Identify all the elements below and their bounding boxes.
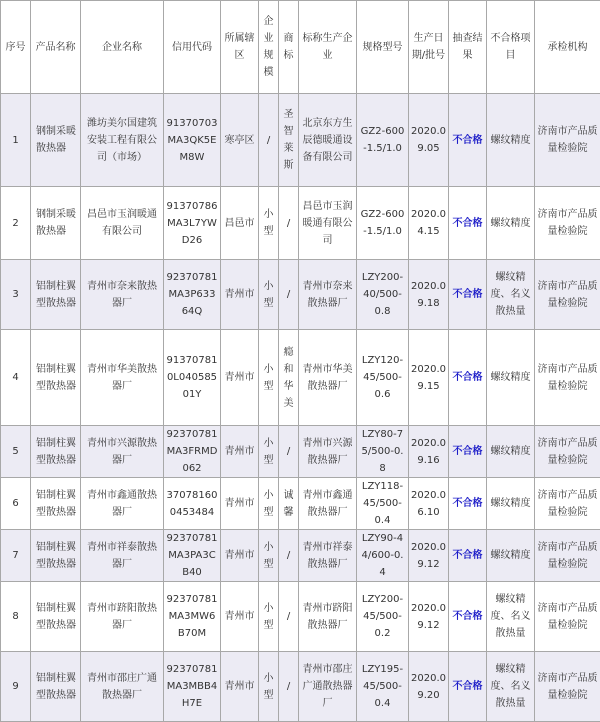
cell-district: 寒亭区 xyxy=(221,94,259,187)
cell-result: 不合格 xyxy=(449,187,487,260)
header-date: 生产日期/批号 xyxy=(409,1,449,94)
cell-agency: 济南市产品质量检验院 xyxy=(535,582,600,652)
cell-brand: 瘾和华美 xyxy=(279,330,299,426)
cell-no: 9 xyxy=(1,652,31,722)
cell-product: 钢制采暖散热器 xyxy=(31,187,81,260)
header-credit-code: 信用代码 xyxy=(164,1,221,94)
cell-agency: 济南市产品质量检验院 xyxy=(535,187,600,260)
cell-district: 青州市 xyxy=(221,478,259,530)
cell-company: 青州市邵庄广通散热器厂 xyxy=(81,652,164,722)
cell-brand: / xyxy=(279,582,299,652)
cell-district: 青州市 xyxy=(221,330,259,426)
cell-date: 2020.09.15 xyxy=(409,330,449,426)
cell-product: 钢制采暖散热器 xyxy=(31,94,81,187)
cell-model: LZY90-44/600-0.4 xyxy=(357,530,409,582)
cell-no: 4 xyxy=(1,330,31,426)
cell-maker: 青州市鑫通散热器厂 xyxy=(299,478,357,530)
table-row xyxy=(1,187,600,260)
cell-date: 2020.09.20 xyxy=(409,652,449,722)
cell-district: 青州市 xyxy=(221,426,259,478)
cell-date: 2020.09.18 xyxy=(409,260,449,330)
cell-model: LZY80-75/500-0.8 xyxy=(357,426,409,478)
cell-maker: 北京东方生辰德暖通设备有限公司 xyxy=(299,94,357,187)
cell-credit-code: 92370781MA3FRMD062 xyxy=(164,426,221,478)
cell-district: 昌邑市 xyxy=(221,187,259,260)
cell-maker: 青州市奈来散热器厂 xyxy=(299,260,357,330)
cell-no: 7 xyxy=(1,530,31,582)
cell-maker: 昌邑市玉润暖通有限公司 xyxy=(299,187,357,260)
cell-maker: 青州市祥泰散热器厂 xyxy=(299,530,357,582)
cell-model: LZY120-45/500-0.6 xyxy=(357,330,409,426)
cell-district: 青州市 xyxy=(221,530,259,582)
cell-result: 不合格 xyxy=(449,426,487,478)
table-row xyxy=(1,478,600,530)
cell-product: 铝制柱翼型散热器 xyxy=(31,426,81,478)
table-row xyxy=(1,260,600,330)
cell-credit-code: 92370781MA3P63364Q xyxy=(164,260,221,330)
cell-date: 2020.09.12 xyxy=(409,530,449,582)
cell-scale: 小型 xyxy=(259,530,279,582)
cell-district: 青州市 xyxy=(221,652,259,722)
cell-failed-item: 螺纹精度 xyxy=(487,187,535,260)
cell-model: LZY200-45/500-0.2 xyxy=(357,582,409,652)
cell-agency: 济南市产品质量检验院 xyxy=(535,478,600,530)
cell-date: 2020.06.10 xyxy=(409,478,449,530)
cell-failed-item: 螺纹精度 xyxy=(487,330,535,426)
cell-date: 2020.09.05 xyxy=(409,94,449,187)
cell-no: 2 xyxy=(1,187,31,260)
cell-company: 青州市祥泰散热器厂 xyxy=(81,530,164,582)
cell-company: 青州市跻阳散热器厂 xyxy=(81,582,164,652)
cell-product: 铝制柱翼型散热器 xyxy=(31,478,81,530)
cell-brand: / xyxy=(279,530,299,582)
cell-model: GZ2-600-1.5/1.0 xyxy=(357,94,409,187)
cell-model: LZY195-45/500-0.4 xyxy=(357,652,409,722)
cell-company: 青州市奈来散热器厂 xyxy=(81,260,164,330)
cell-failed-item: 螺纹精度 xyxy=(487,478,535,530)
cell-no: 6 xyxy=(1,478,31,530)
cell-district: 青州市 xyxy=(221,260,259,330)
cell-credit-code: 370781600453484 xyxy=(164,478,221,530)
cell-product: 铝制柱翼型散热器 xyxy=(31,530,81,582)
cell-agency: 济南市产品质量检验院 xyxy=(535,530,600,582)
cell-scale: 小型 xyxy=(259,187,279,260)
header-maker: 标称生产企业 xyxy=(299,1,357,94)
cell-maker: 青州市兴源散热器厂 xyxy=(299,426,357,478)
cell-product: 铝制柱翼型散热器 xyxy=(31,582,81,652)
cell-credit-code: 92370781MA3MW6B70M xyxy=(164,582,221,652)
cell-model: LZY118-45/500-0.4 xyxy=(357,478,409,530)
table-row xyxy=(1,426,600,478)
table-row xyxy=(1,652,600,722)
cell-date: 2020.09.16 xyxy=(409,426,449,478)
cell-scale: 小型 xyxy=(259,260,279,330)
header-product: 产品名称 xyxy=(31,1,81,94)
cell-company: 青州市鑫通散热器厂 xyxy=(81,478,164,530)
cell-scale: / xyxy=(259,94,279,187)
cell-scale: 小型 xyxy=(259,426,279,478)
table-row xyxy=(1,94,600,187)
header-company: 企业名称 xyxy=(81,1,164,94)
cell-result: 不合格 xyxy=(449,330,487,426)
cell-failed-item: 螺纹精度、名义散热量 xyxy=(487,582,535,652)
cell-model: LZY200-40/500-0.8 xyxy=(357,260,409,330)
cell-no: 8 xyxy=(1,582,31,652)
cell-product: 铝制柱翼型散热器 xyxy=(31,260,81,330)
cell-brand: 圣智莱斯 xyxy=(279,94,299,187)
cell-failed-item: 螺纹精度 xyxy=(487,426,535,478)
cell-brand: 诚馨 xyxy=(279,478,299,530)
cell-brand: / xyxy=(279,426,299,478)
cell-maker: 青州市跻阳散热器厂 xyxy=(299,582,357,652)
cell-company: 青州市兴源散热器厂 xyxy=(81,426,164,478)
cell-product: 铝制柱翼型散热器 xyxy=(31,652,81,722)
cell-product: 铝制柱翼型散热器 xyxy=(31,330,81,426)
cell-failed-item: 螺纹精度 xyxy=(487,94,535,187)
cell-date: 2020.09.12 xyxy=(409,582,449,652)
cell-result: 不合格 xyxy=(449,260,487,330)
cell-result: 不合格 xyxy=(449,478,487,530)
cell-failed-item: 螺纹精度 xyxy=(487,530,535,582)
cell-credit-code: 91370786MA3L7YWD26 xyxy=(164,187,221,260)
cell-agency: 济南市产品质量检验院 xyxy=(535,94,600,187)
header-row xyxy=(1,1,600,94)
cell-brand: / xyxy=(279,260,299,330)
cell-scale: 小型 xyxy=(259,478,279,530)
cell-credit-code: 92370781MA3MBB4H7E xyxy=(164,652,221,722)
cell-maker: 青州市邵庄广通散热器厂 xyxy=(299,652,357,722)
table-row xyxy=(1,330,600,426)
cell-agency: 济南市产品质量检验院 xyxy=(535,426,600,478)
cell-scale: 小型 xyxy=(259,652,279,722)
cell-scale: 小型 xyxy=(259,330,279,426)
cell-district: 青州市 xyxy=(221,582,259,652)
header-model: 规格型号 xyxy=(357,1,409,94)
header-no: 序号 xyxy=(1,1,31,94)
header-agency: 承检机构 xyxy=(535,1,600,94)
cell-result: 不合格 xyxy=(449,530,487,582)
cell-result: 不合格 xyxy=(449,582,487,652)
header-failed-item: 不合格项目 xyxy=(487,1,535,94)
cell-failed-item: 螺纹精度、名义散热量 xyxy=(487,652,535,722)
cell-no: 3 xyxy=(1,260,31,330)
header-result: 抽查结果 xyxy=(449,1,487,94)
header-district: 所属辖区 xyxy=(221,1,259,94)
header-brand: 商标 xyxy=(279,1,299,94)
cell-company: 潍坊美尔国建筑安装工程有限公司（市场） xyxy=(81,94,164,187)
cell-scale: 小型 xyxy=(259,582,279,652)
table-row xyxy=(1,582,600,652)
cell-result: 不合格 xyxy=(449,94,487,187)
cell-model: GZ2-600-1.5/1.0 xyxy=(357,187,409,260)
cell-brand: / xyxy=(279,652,299,722)
cell-agency: 济南市产品质量检验院 xyxy=(535,652,600,722)
cell-credit-code: 92370781MA3PA3CB40 xyxy=(164,530,221,582)
cell-agency: 济南市产品质量检验院 xyxy=(535,330,600,426)
cell-credit-code: 91370703MA3QK5EM8W xyxy=(164,94,221,187)
header-scale: 企业规模 xyxy=(259,1,279,94)
table-row xyxy=(1,530,600,582)
cell-company: 昌邑市玉润暖通有限公司 xyxy=(81,187,164,260)
cell-failed-item: 螺纹精度、名义散热量 xyxy=(487,260,535,330)
cell-agency: 济南市产品质量检验院 xyxy=(535,260,600,330)
cell-credit-code: 913707810L04058501Y xyxy=(164,330,221,426)
cell-result: 不合格 xyxy=(449,652,487,722)
cell-date: 2020.04.15 xyxy=(409,187,449,260)
cell-company: 青州市华美散热器厂 xyxy=(81,330,164,426)
cell-no: 5 xyxy=(1,426,31,478)
cell-no: 1 xyxy=(1,94,31,187)
cell-maker: 青州市华美散热器厂 xyxy=(299,330,357,426)
cell-brand: / xyxy=(279,187,299,260)
